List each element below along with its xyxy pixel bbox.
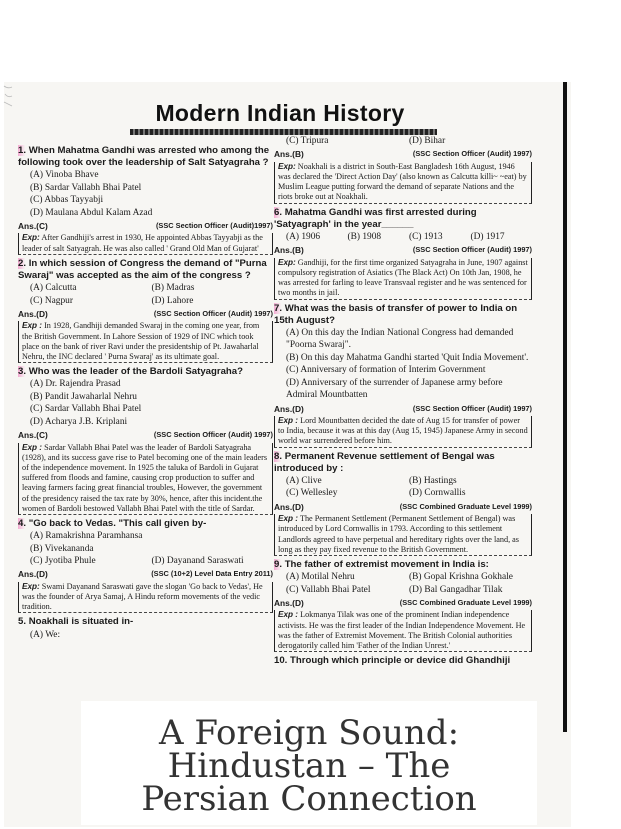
option: (C) Jyotiba Phule xyxy=(30,555,96,566)
option: (C) 1913 xyxy=(409,232,443,243)
option: (B) Gopal Krishna Gokhale xyxy=(409,572,513,583)
option: (D) Bal Gangadhar Tilak xyxy=(409,584,503,595)
answer-source: (SSC Section Officer (Audit) 1997) xyxy=(412,245,532,255)
question-number: 1. xyxy=(18,145,27,156)
question-text: In which session of Congress the demand of "Purna Swaraj" was accepted as the aim of the congress ? xyxy=(18,257,267,282)
answer-label: Ans.(D) xyxy=(18,309,48,320)
option: (B) Vivekananda xyxy=(30,543,94,554)
explanation-box xyxy=(274,416,532,448)
option: (A) Motilal Nehru xyxy=(286,572,355,583)
option: (B) Hastings xyxy=(409,475,457,486)
explanation-text: Lokmanya Tilak was one of the prominent Indian independence activists. He was the first leader of the Indian Independence Movement. He was the father of Extremist Movement. The British Colonial authorities derogatorily called him 'Father of the Indian Unrest.' xyxy=(278,610,526,650)
exp-label: Exp: xyxy=(278,257,296,267)
option: (A) Clive xyxy=(286,475,322,486)
option: (D) Anniversary of the surrender of Japanese army before Admiral Mountbatten xyxy=(286,377,503,401)
answer-label: Ans.(D) xyxy=(274,403,304,414)
question-text: When Mahatma Gandhi was arrested who among the following took over the leadership of Salt Satyagraha ? xyxy=(18,145,270,169)
explanation-text: Noakhali is a district in South-East Bangladesh 16th August, 1946 was declared the 'Direct Action Day' (also known as Calcutta killi~ ~eat) by Muslim League putting forward the demand of separate Nations and the riots broke out at Noakhali. xyxy=(278,161,527,202)
question-number: 10. xyxy=(274,655,288,667)
exp-label: Exp : xyxy=(278,514,299,524)
page-title: Modern Indian History xyxy=(155,100,405,126)
option: (D) Dayanand Saraswati xyxy=(151,555,244,566)
option: (D) 1917 xyxy=(470,232,505,243)
question-number: 7. xyxy=(274,302,283,314)
question-text: Mahatma Gandhi was first arrested during 'Satyagraph' in the year______ xyxy=(274,206,477,230)
answer-label: Ans.(D) xyxy=(274,597,304,608)
question-9 xyxy=(274,559,532,652)
question-text: "Go back to Vedas. "This call given by- xyxy=(28,517,207,529)
answer-source: (SSC Combined Graduate Level 1999) xyxy=(399,501,532,511)
caption-line-2: Hindustan – The xyxy=(167,746,451,786)
question-2 xyxy=(18,258,273,363)
question-8 xyxy=(274,451,532,556)
explanation-box xyxy=(274,162,532,204)
option: (D) Maulana Abdul Kalam Azad xyxy=(30,207,153,218)
option: (B) Madras xyxy=(151,283,195,294)
option: (C) Vallabh Bhai Patel xyxy=(286,584,371,595)
answer-label: Ans.(D) xyxy=(18,569,48,580)
question-number: 6. xyxy=(274,206,283,218)
explanation-box xyxy=(18,233,273,254)
question-3 xyxy=(18,366,273,515)
question-number: 4. xyxy=(18,517,27,529)
option: (B) 1908 xyxy=(347,232,382,243)
question-text: What was the basis of transfer of power to India on 15th August? xyxy=(274,302,518,326)
question-text: Through which principle or device did Ghandhiji xyxy=(290,655,511,667)
option: (A) Calcutta xyxy=(30,283,77,294)
answer-label: Ans.(B) xyxy=(274,149,304,160)
question-7 xyxy=(274,303,532,448)
option: (C) Nagpur xyxy=(30,295,73,306)
exp-label: Exp: xyxy=(22,581,40,591)
explanation-box xyxy=(18,443,273,515)
explanation-box xyxy=(18,582,273,614)
exp-label: Exp: xyxy=(278,161,296,171)
answer-source: (SSC (10+2) Level Data Entry 2011) xyxy=(151,569,273,579)
option: (D) Acharya J.B. Kriplani xyxy=(30,416,128,427)
question-number: 5. xyxy=(18,616,27,628)
answer-source: (SSC Section Officer (Audit)1997) xyxy=(155,221,273,231)
question-5-continued xyxy=(274,135,532,204)
explanation-text: Lord Mountbatten decided the date of Aug 15 for transfer of power to India, because it was at this day (Aug 15, 1945) Japanese Army in second world war surrendered before him. xyxy=(278,415,528,446)
exp-label: Exp : xyxy=(278,415,299,425)
answer-source: (SSC Section Officer (Audit) 1997) xyxy=(412,403,532,413)
question-text: Permanent Revenue settlement of Bengal was introduced by : xyxy=(274,450,495,474)
option: (A) We: xyxy=(30,629,61,640)
question-4 xyxy=(18,518,273,613)
option: (A) Dr. Rajendra Prasad xyxy=(30,379,121,390)
page-edge-shadow xyxy=(563,82,567,732)
explanation-text: Sardar Vallabh Bhai Patel was the leader of Bardoli Satyagraha (1928), and its success gave rise to Patel becoming one of the main leaders of the independence movement. In 1925 the taluka of Bardoli in Gujarat suffered from floods and famine, causing crop production to suffer and leaving farmers facing great financial troubles, However, the government of the presidency raised the tax rate by 30%, hence, after this incident.the women of Bardoli bestowed Vallabh Bhai Patel with the title of Sardar. xyxy=(22,442,268,513)
option: (A) On this day the Indian National Congress had demanded "Poorna Swaraj". xyxy=(286,328,514,351)
answer-label: Ans.(D) xyxy=(274,501,304,512)
explanation-box xyxy=(274,610,532,652)
option: (A) Vinoba Bhave xyxy=(30,170,99,181)
question-10 xyxy=(274,655,532,667)
answer-label: Ans.(C) xyxy=(18,430,48,441)
option: (A) 1906 xyxy=(286,232,321,243)
option: (D) Bihar xyxy=(409,136,446,146)
explanation-text: After Gandhiji's arrest in 1930, He appointed Abbas Tayyabji as the leader of salt Satyagrah. He was also called ' Grand Old Man of Gujarat' xyxy=(22,233,263,253)
option: (D) Lahore xyxy=(151,295,194,306)
question-number: 2. xyxy=(18,257,27,269)
option: (B) Sardar Vallabh Bhai Patel xyxy=(30,182,142,193)
question-number: 3. xyxy=(18,366,27,378)
question-number: 8. xyxy=(274,450,283,462)
explanation-box xyxy=(274,258,532,300)
option: (C) Wellesley xyxy=(286,488,338,499)
question-text: Who was the leader of the Bardoli Satyagraha? xyxy=(28,366,243,378)
question-5 xyxy=(18,616,273,641)
explanation-text: Gandhiji, for the first time organized Satyagraha in June, 1907 against compulsory registration of Asiatics (The Black Act) On 10th Jan, 1908, he was arrested for farling to leave Transvaal register and he was sentenced for two months in jail. xyxy=(278,257,528,298)
caption-overlay xyxy=(81,701,537,825)
exp-label: Exp: xyxy=(22,233,40,243)
question-text: Noakhali is situated in- xyxy=(28,616,134,628)
caption-line-1: A Foreign Sound: xyxy=(158,713,460,753)
answer-label: Ans.(B) xyxy=(274,245,304,256)
answer-source: (SSC Section Officer (Audit) 1997) xyxy=(412,149,532,159)
exp-label: Exp : xyxy=(22,442,43,452)
option: (A) Ramakrishna Paramhansa xyxy=(30,531,143,542)
caption-line-3: Persian Connection xyxy=(141,779,477,819)
question-6 xyxy=(274,207,532,300)
question-1 xyxy=(18,145,273,255)
answer-source: (SSC Section Officer (Audit) 1997) xyxy=(153,430,273,440)
explanation-box xyxy=(18,321,273,363)
exp-label: Exp : xyxy=(278,610,299,620)
option: (B) On this day Mahatma Gandhi started 'Quit India Movement'. xyxy=(286,352,529,363)
option: (C) Sardar Vallabh Bhai Patel xyxy=(30,404,142,415)
answer-label: Ans.(C) xyxy=(18,221,48,232)
option: (C) Abbas Tayyabji xyxy=(30,195,104,206)
answer-source: (SSC Combined Graduate Level 1999) xyxy=(399,597,532,607)
exp-label: Exp : xyxy=(22,321,43,331)
question-number: 9. xyxy=(274,558,283,570)
explanation-text: The Permanent Settlement (Permanent Settlement of Bengal) was introduced by Lord Cornwallis in 1793. According to this settlement Landlords agreed to have perpetual and hereditary rights over the land, as long as they pay fixed revenue to the British Government. xyxy=(278,514,519,554)
right-column xyxy=(274,135,532,669)
option: (B) Pandit Jawaharlal Nehru xyxy=(30,391,137,402)
option: (C) Tripura xyxy=(286,136,329,146)
explanation-box xyxy=(274,514,532,556)
option: (C) Anniversary of formation of Interim Government xyxy=(286,365,486,376)
left-column xyxy=(18,145,273,643)
explanation-text: In 1928, Gandhiji demanded Swaraj in the coming one year, from the British Government. In Lahore Session of 1929 of INC which took place on the bank of river Ravi under the presidentship of Pt. Jawaharlal Nehru, the INC declared ' Purna Swaraj' as its ultimate goal. xyxy=(22,321,260,362)
question-text: The father of extremist movement in India is: xyxy=(284,558,489,570)
answer-source: (SSC Section Officer (Audit) 1997) xyxy=(153,309,273,319)
explanation-text: Swami Dayanand Saraswati gave the slogan 'Go back to Vedas', He was the founder of Arya Samaj, A Hindu reform movements of the vedic tradition. xyxy=(22,581,263,612)
option: (D) Cornwallis xyxy=(409,488,466,499)
